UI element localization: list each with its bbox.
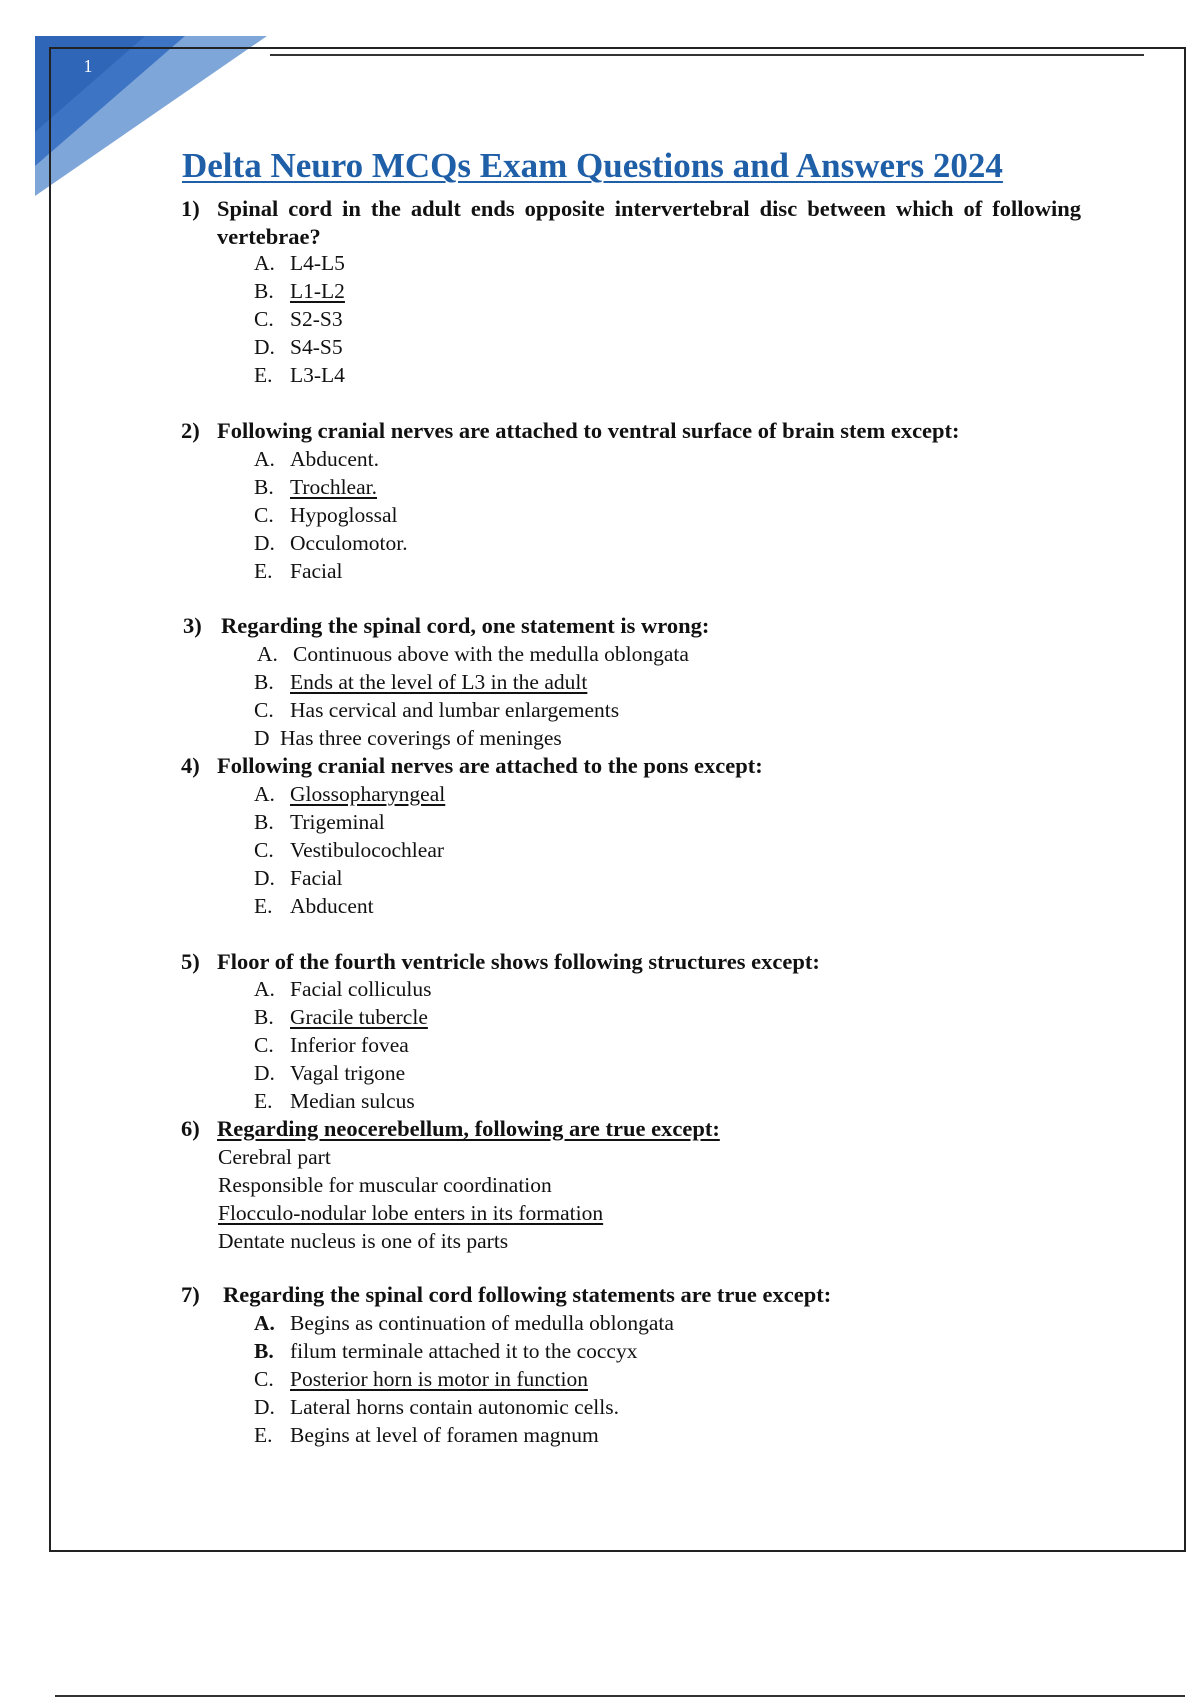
option-answer: A. Glossopharyngeal: [254, 782, 446, 806]
page-number: 1: [83, 56, 93, 76]
option-answer: Flocculo-nodular lobe enters in its formation: [218, 1201, 604, 1225]
option-answer: B. Trochlear.: [254, 475, 377, 499]
question-1-options: [254, 249, 345, 389]
option: Responsible for muscular coordination: [218, 1173, 552, 1197]
option: E. Median sulcus: [254, 1089, 415, 1113]
option: B. filum terminale attached it to the coccyx: [254, 1339, 638, 1363]
option: C. Hypoglossal: [254, 503, 398, 527]
option: D. S4-S5: [254, 335, 343, 359]
option: E. Abducent: [254, 894, 374, 918]
question-text: Following cranial nerves are attached to the pons except:: [217, 753, 763, 778]
question-1: [181, 195, 1081, 251]
option: A. L4-L5: [254, 251, 345, 275]
option: D. Facial: [254, 866, 343, 890]
option: A. Continuous above with the medulla oblongata: [257, 642, 689, 666]
option: C. Has cervical and lumbar enlargements: [254, 698, 620, 722]
question-text: Floor of the fourth ventricle shows following structures except:: [217, 949, 820, 974]
question-6-options: [218, 1143, 603, 1255]
question-2: [181, 417, 1081, 445]
option: D Has three coverings of meninges: [254, 726, 562, 750]
page-title: Delta Neuro MCQs Exam Questions and Answers 2024: [182, 146, 1003, 185]
option: A. Abducent.: [254, 447, 379, 471]
option: D. Lateral horns contain autonomic cells.: [254, 1395, 619, 1419]
option-answer: B. Ends at the level of L3 in the adult: [254, 670, 588, 694]
option: C. Vestibulocochlear: [254, 838, 445, 862]
question-number: 2): [181, 418, 200, 443]
option: Cerebral part: [218, 1145, 331, 1169]
option: Dentate nucleus is one of its parts: [218, 1229, 509, 1253]
question-number: 5): [181, 949, 200, 974]
option: A. Facial colliculus: [254, 977, 432, 1001]
question-text: Regarding neocerebellum, following are true except:: [217, 1116, 720, 1141]
question-6: [181, 1115, 1081, 1143]
question-number: 7): [181, 1282, 200, 1307]
question-number: 1): [181, 196, 200, 221]
question-3-options: [254, 640, 689, 752]
question-4-options: [254, 780, 445, 920]
question-5-options: [254, 975, 432, 1115]
option: C. S2-S3: [254, 307, 343, 331]
question-number: 6): [181, 1116, 200, 1141]
question-4: [181, 752, 1081, 780]
question-2-options: [254, 445, 408, 585]
question-7: [181, 1281, 1081, 1309]
option: E. Begins at level of foramen magnum: [254, 1423, 599, 1447]
question-text: Spinal cord in the adult ends opposite intervertebral disc between which of following vertebrae?: [217, 196, 1081, 249]
question-text: Following cranial nerves are attached to ventral surface of brain stem except:: [217, 418, 960, 443]
question-number: 4): [181, 753, 200, 778]
option: E. L3-L4: [254, 363, 345, 387]
option: B. Trigeminal: [254, 810, 385, 834]
footer-rule: [55, 1695, 1185, 1697]
option: C. Inferior fovea: [254, 1033, 409, 1057]
option: D. Occulomotor.: [254, 531, 408, 555]
option-answer: B. Gracile tubercle: [254, 1005, 428, 1029]
option: A. Begins as continuation of medulla oblongata: [254, 1311, 674, 1335]
question-text: Regarding the spinal cord following statements are true except:: [223, 1282, 832, 1307]
question-7-options: [254, 1309, 674, 1449]
question-text: Regarding the spinal cord, one statement is wrong:: [221, 613, 710, 638]
question-5: [181, 948, 1081, 976]
option-answer: B. L1-L2: [254, 279, 345, 303]
question-number: 3): [183, 613, 202, 638]
question-3: [183, 612, 1083, 640]
option: D. Vagal trigone: [254, 1061, 406, 1085]
option: E. Facial: [254, 559, 343, 583]
option-answer: C. Posterior horn is motor in function: [254, 1367, 588, 1391]
